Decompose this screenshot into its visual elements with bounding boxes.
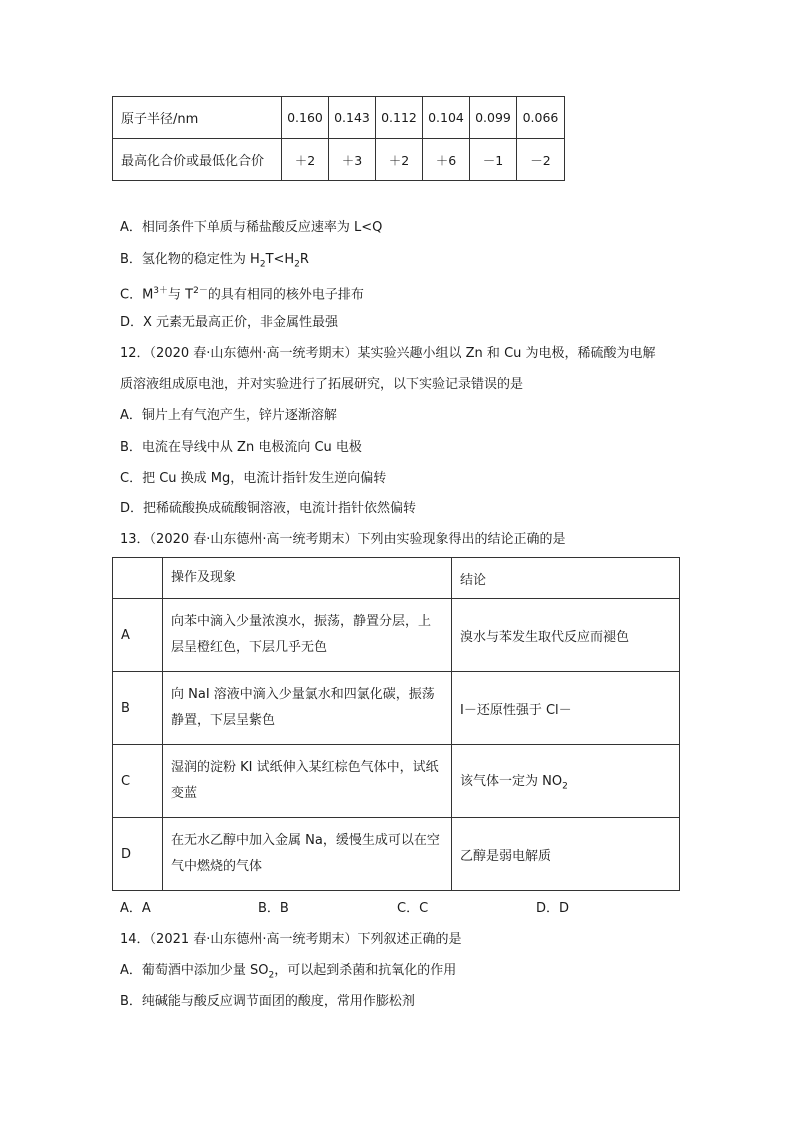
q12-option-b: B．电流在导线中从 Zn 电极流向 Cu 电极 bbox=[120, 440, 362, 455]
q14-a-subscript: 2 bbox=[268, 970, 275, 981]
valence-cell: －2 bbox=[517, 139, 565, 181]
radius-cell: 0.104 bbox=[423, 97, 470, 139]
q14-a-text: A．葡萄酒中添加少量 SO bbox=[120, 963, 269, 978]
row-conclusion: 乙醇是弱电解质 bbox=[452, 818, 680, 891]
row-operation: 向 NaI 溶液中滴入少量氯水和四氯化碳，振荡静置，下层呈紫色 bbox=[163, 672, 452, 745]
q11-option-c bbox=[120, 281, 364, 305]
radius-cell: 0.066 bbox=[517, 97, 565, 139]
table-row bbox=[113, 672, 680, 745]
q11-b-subscript: 2 bbox=[294, 259, 300, 270]
header-conclusion: 结论 bbox=[452, 558, 680, 599]
q13-stem: 13．（2020 春·山东德州·高一统考期末）下列由实验现象得出的结论正确的是 bbox=[120, 532, 566, 547]
q11-b-text: T<H bbox=[265, 252, 295, 267]
valence-row bbox=[113, 139, 565, 181]
row-key: B bbox=[113, 672, 163, 745]
header-operation: 操作及现象 bbox=[163, 558, 452, 599]
valence-cell: －1 bbox=[470, 139, 517, 181]
radius-cell: 0.099 bbox=[470, 97, 517, 139]
row-conclusion: 溴水与苯发生取代反应而褪色 bbox=[452, 599, 680, 672]
q12-option-a: A．铜片上有气泡产生，锌片逐渐溶解 bbox=[120, 408, 337, 423]
valence-cell: ＋2 bbox=[376, 139, 423, 181]
valence-cell: ＋2 bbox=[282, 139, 329, 181]
q11-c-text: C．M bbox=[120, 287, 154, 303]
q11-option-d: D．X 元素无最高正价，非金属性最强 bbox=[120, 315, 339, 330]
row-conclusion bbox=[452, 745, 680, 818]
row-conclusion: I－还原性强于 Cl－ bbox=[452, 672, 680, 745]
q14-stem: 14．（2021 春·山东德州·高一统考期末）下列叙述正确的是 bbox=[120, 932, 462, 947]
experiment-table bbox=[112, 557, 680, 891]
q13-option-c: C．C bbox=[397, 901, 429, 916]
valence-cell: ＋3 bbox=[329, 139, 376, 181]
row-conclusion-text: 该气体一定为 NO bbox=[460, 774, 563, 790]
table-row bbox=[113, 599, 680, 672]
row-operation: 向苯中滴入少量浓溴水，振荡，静置分层，上层呈橙红色，下层几乎无色 bbox=[163, 599, 452, 672]
q11-option-b bbox=[120, 250, 309, 275]
q11-c-superscript: 3＋ bbox=[153, 286, 169, 296]
row-operation: 在无水乙醇中加入金属 Na，缓慢生成可以在空气中燃烧的气体 bbox=[163, 818, 452, 891]
table-row bbox=[113, 745, 680, 818]
q11-option-a: A．相同条件下单质与稀盐酸反应速率为 L<Q bbox=[120, 220, 383, 235]
experiment-table-header bbox=[113, 558, 680, 599]
row-key: C bbox=[113, 745, 163, 818]
q12-stem-line2: 质溶液组成原电池，并对实验进行了拓展研究，以下实验记录错误的是 bbox=[120, 377, 524, 392]
q11-b-text: R bbox=[299, 252, 309, 267]
q13-option-b: B．B bbox=[258, 901, 289, 916]
radius-cell: 0.112 bbox=[376, 97, 423, 139]
header-key-cell bbox=[113, 558, 163, 599]
q12-option-c: C．把 Cu 换成 Mg，电流计指针发生逆向偏转 bbox=[120, 471, 387, 486]
radius-label: 原子半径/nm bbox=[113, 97, 282, 139]
q12-stem-line1: 12．（2020 春·山东德州·高一统考期末）某实验兴趣小组以 Zn 和 Cu 为电极，稀硫酸为电解 bbox=[120, 346, 656, 361]
table-row bbox=[113, 818, 680, 891]
radius-row bbox=[113, 97, 565, 139]
valence-cell: ＋6 bbox=[423, 139, 470, 181]
radius-cell: 0.160 bbox=[282, 97, 329, 139]
atomic-radius-table bbox=[112, 96, 565, 181]
row-operation: 湿润的淀粉 KI 试纸伸入某红棕色气体中，试纸变蓝 bbox=[163, 745, 452, 818]
q14-option-b: B．纯碱能与酸反应调节面团的酸度，常用作膨松剂 bbox=[120, 994, 415, 1009]
q11-c-superscript: 2－ bbox=[193, 286, 208, 296]
row-conclusion-subscript: 2 bbox=[562, 781, 568, 792]
row-key: A bbox=[113, 599, 163, 672]
row-key: D bbox=[113, 818, 163, 891]
q11-b-subscript: 2 bbox=[259, 259, 266, 270]
q11-b-text: B．氢化物的稳定性为 H bbox=[120, 252, 260, 267]
q11-c-text: 的具有相同的核外电子排布 bbox=[207, 287, 364, 303]
q14-option-a bbox=[120, 961, 456, 986]
q13-option-a: A．A bbox=[120, 901, 151, 916]
q14-a-text: ，可以起到杀菌和抗氧化的作用 bbox=[274, 963, 457, 978]
q12-option-d: D．把稀硫酸换成硫酸铜溶液，电流计指针依然偏转 bbox=[120, 501, 417, 516]
q13-option-d: D．D bbox=[536, 901, 570, 916]
q11-c-text: 与 T bbox=[168, 287, 194, 303]
valence-label: 最高化合价或最低化合价 bbox=[113, 139, 282, 181]
radius-cell: 0.143 bbox=[329, 97, 376, 139]
